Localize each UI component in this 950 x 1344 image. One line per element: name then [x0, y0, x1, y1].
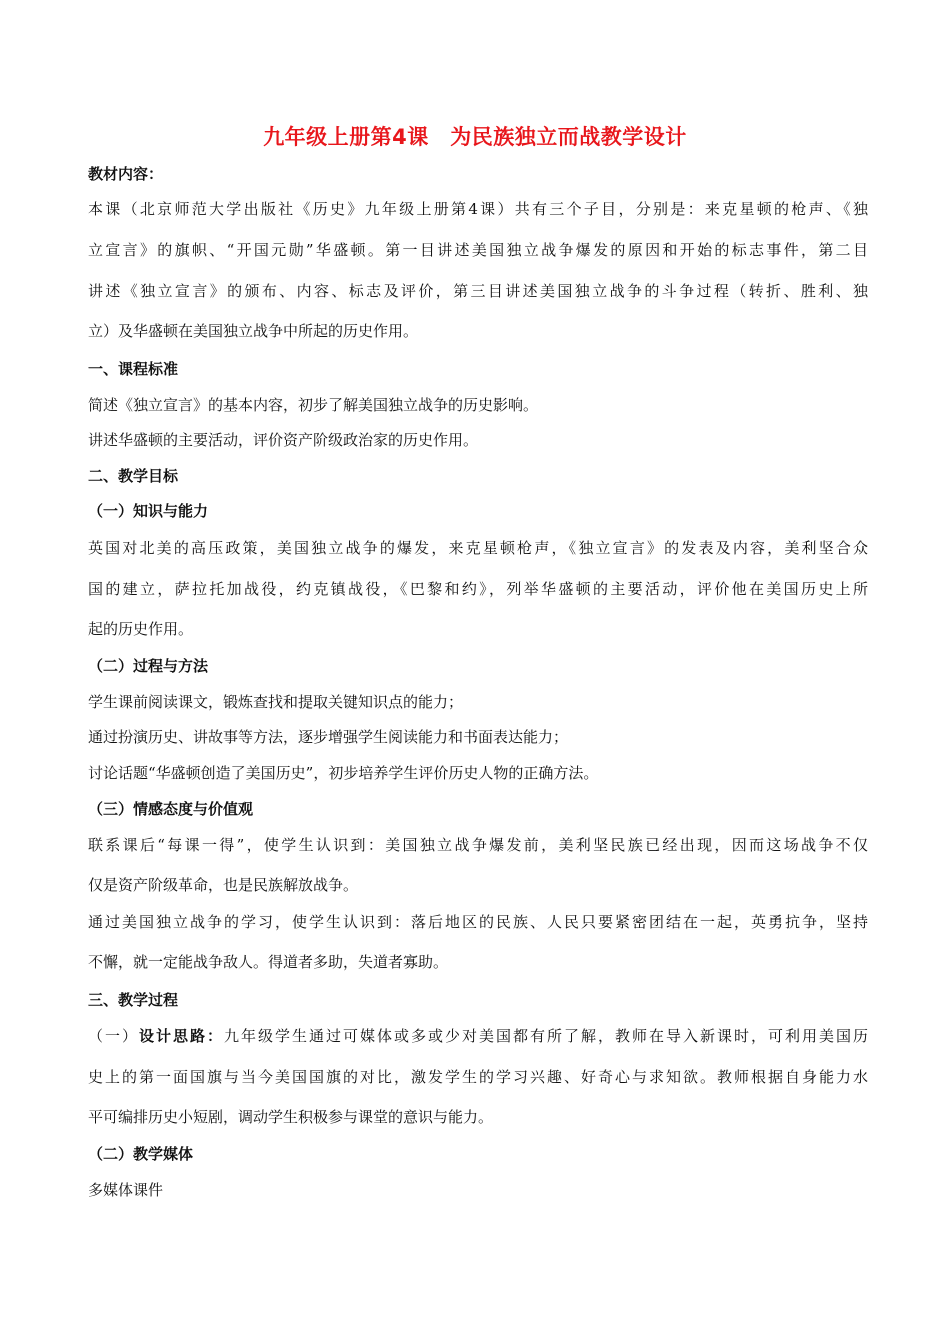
- process-method-line-2: 通过扮演历史、讲故事等方法，逐步增强学生阅读能力和书面表达能力；: [88, 728, 569, 746]
- design-first-text: 九年级学生通过可媒体或多或少对美国都有所了解，教师在导入新课时，可利用美国历: [224, 1027, 868, 1045]
- emotion-heading: （三）情感态度与价值观: [88, 800, 254, 818]
- emotion-line-3: 通过美国独立战争的学习，使学生认识到：落后地区的民族、人民只要紧密团结在一起，英勇抗争，坚持: [88, 913, 868, 931]
- knowledge-heading: （一）知识与能力: [88, 502, 209, 520]
- emotion-line-4: 不懈，就一定能战争敌人。得道者多助，失道者寡助。: [88, 953, 449, 971]
- standard-line-2: 讲述华盛顿的主要活动，评价资产阶级政治家的历史作用。: [88, 431, 479, 449]
- material-line-4: 立）及华盛顿在美国独立战争中所起的历史作用。: [88, 322, 419, 340]
- material-line-3: 讲述《独立宣言》的颁布、内容、标志及评价，第三目讲述美国独立战争的斗争过程（转折、胜利、独: [88, 282, 868, 300]
- design-line-2: 史上的第一面国旗与当今美国国旗的对比，激发学生的学习兴趣、好奇心与求知欲。教师根据自身能力水: [88, 1068, 868, 1086]
- emotion-line-1: 联系课后“每课一得”，使学生认识到：美国独立战争爆发前，美利坚民族已经出现，因而这场战争不仅: [88, 836, 868, 854]
- knowledge-line-1: 英国对北美的高压政策，美国独立战争的爆发，来克星顿枪声，《独立宣言》的发表及内容，美利坚合众: [88, 539, 868, 557]
- design-label: 设计思路：: [139, 1027, 224, 1045]
- knowledge-line-3: 起的历史作用。: [88, 620, 194, 638]
- material-line-1: 本课（北京师范大学出版社《历史》九年级上册第4课）共有三个子目，分别是：来克星顿的枪声、《独: [88, 200, 868, 218]
- goals-heading: 二、教学目标: [88, 467, 179, 485]
- design-line-1: [88, 1025, 868, 1047]
- process-method-line-1: 学生课前阅读课文，锻炼查找和提取关键知识点的能力；: [88, 693, 464, 711]
- standard-line-1: 简述《独立宣言》的基本内容，初步了解美国独立战争的历史影响。: [88, 396, 539, 414]
- teaching-process-heading: 三、教学过程: [88, 991, 179, 1009]
- standard-heading: 一、课程标准: [88, 360, 179, 378]
- knowledge-line-2: 国的建立，萨拉托加战役，约克镇战役，《巴黎和约》，列举华盛顿的主要活动，评价他在美国历史上所: [88, 580, 868, 598]
- design-line-3: 平可编排历史小短剧，调动学生积极参与课堂的意识与能力。: [88, 1108, 494, 1126]
- media-text: 多媒体课件: [88, 1181, 164, 1199]
- process-method-line-3: 讨论话题“华盛顿创造了美国历史”，初步培养学生评价历史人物的正确方法。: [88, 764, 599, 782]
- media-heading: （二）教学媒体: [88, 1145, 194, 1163]
- material-line-2: 立宣言》的旗帜、“开国元勋”华盛顿。第一目讲述美国独立战争爆发的原因和开始的标志事件，第二目: [88, 241, 868, 259]
- design-prefix: （一）: [88, 1027, 139, 1045]
- document-title: 九年级上册第4课 为民族独立而战教学设计: [263, 125, 687, 149]
- process-method-heading: （二）过程与方法: [88, 657, 209, 675]
- emotion-line-2: 仅是资产阶级革命，也是民族解放战争。: [88, 876, 359, 894]
- material-heading: 教材内容：: [88, 165, 164, 183]
